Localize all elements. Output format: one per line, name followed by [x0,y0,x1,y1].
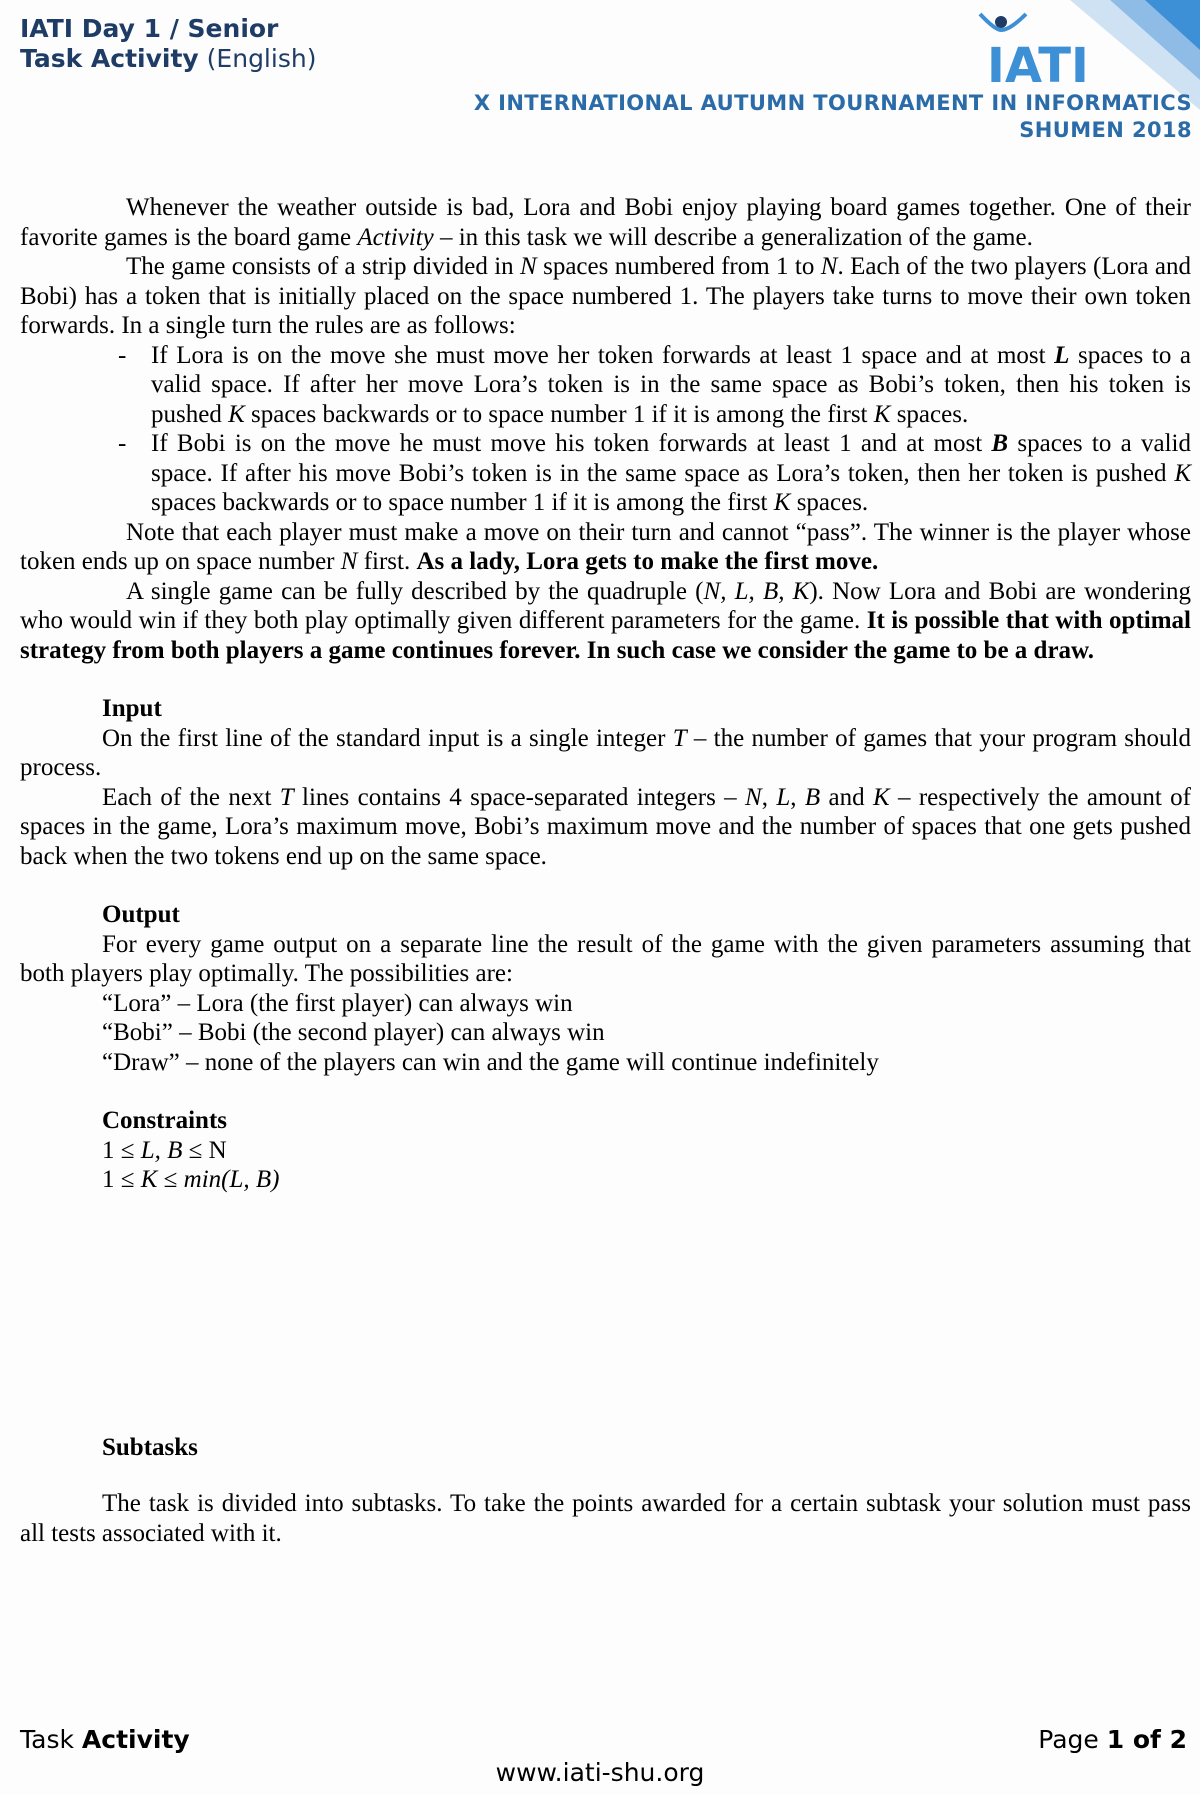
tournament-name: X INTERNATIONAL AUTUMN TOURNAMENT IN INFORMATICS [473,91,1192,115]
rule-lora: - If Lora is on the move she must move her token forwards at least 1 space and at most L spaces to a valid space. If after her move Lora’s token is in the same space as Bobi’s token, then his token is pushed K spaces backwards or to space number 1 if it is among the first K spaces. [118,341,1191,428]
tournament-location: SHUMEN 2018 [1019,118,1192,142]
header-title-block [20,14,316,74]
winner-paragraph: Note that each player must make a move on their turn and cannot “pass”. The winner is the player whose token ends up on space number N first. As a lady, Lora gets to make the first move. [20,518,1191,575]
rule-bobi: - If Bobi is on the move he must move his token forwards at least 1 and at most B spaces to a valid space. If after his move Bobi’s token is in the same space as Lora’s token, then her token is pushed K spaces backwards or to space number 1 if it is among the first K spaces. [118,430,1191,516]
constraints-heading: Constraints [102,1107,228,1134]
footer-task-name: Task Activity [20,1725,190,1754]
output-option-draw: “Draw” – none of the players can win and the game will continue indefinitely [102,1048,879,1076]
contest-day-title: IATI Day 1 / Senior [20,14,279,43]
subtasks-heading: Subtasks [102,1433,198,1461]
output-option-bobi: “Bobi” – Bobi (the second player) can always win [102,1019,605,1046]
output-paragraph: For every game output on a separate line the result of the game with the given parameters assuming that both players play optimally. The possibilities are: [20,930,1191,987]
output-option-lora: “Lora” – Lora (the first player) can always win [102,989,573,1017]
logo-text: IATI [987,38,1089,94]
input-heading: Input [102,695,162,722]
intro-paragraph: Whenever the weather outside is bad, Lora and Bobi enjoy playing board games together. One of their favorite games is the board game Activity – in this task we will describe a generalization of the game. [20,194,1191,251]
footer-page-number: Page 1 of 2 [1038,1725,1187,1754]
subtasks-paragraph: The task is divided into subtasks. To take the points awarded for a certain subtask your solution must pass all tests associated with it. [20,1490,1191,1547]
tournament-banner [474,90,1192,144]
output-heading: Output [102,901,180,928]
input-paragraph-2: Each of the next T lines contains 4 space-separated integers – N, L, B and K – respectively the amount of spaces in the game, Lora’s maximum move, Bobi’s maximum move and the number of spaces that one gets pushed back when the two tokens end up on the same space. [20,783,1192,870]
task-title: Task Activity (English) [20,44,317,73]
constraint-k: 1 ≤ K ≤ min(L, B) [102,1166,280,1193]
quadruple-paragraph: A single game can be fully described by the quadruple (N, L, B, K). Now Lora and Bobi are wondering who would win if they both play optimally given different parameters for the game. It is possible that with optimal strategy from both players a game continues forever. In such case we consider the game to be a draw. [20,577,1192,664]
input-paragraph-1: On the first line of the standard input is a single integer T – the number of games that your program should process. [20,724,1191,781]
task-statement [20,193,1191,1548]
constraint-lb: 1 ≤ L, B ≤ N [102,1136,227,1164]
footer-website: www.iati-shu.org [495,1758,705,1787]
rules-paragraph: The game consists of a strip divided in N spaces numbered from 1 to N. Each of the two players (Lora and Bobi) has a token that is initially placed on the space numbered 1. The players take turns to move their own token forwards. In a single turn the rules are as follows: [20,253,1192,339]
